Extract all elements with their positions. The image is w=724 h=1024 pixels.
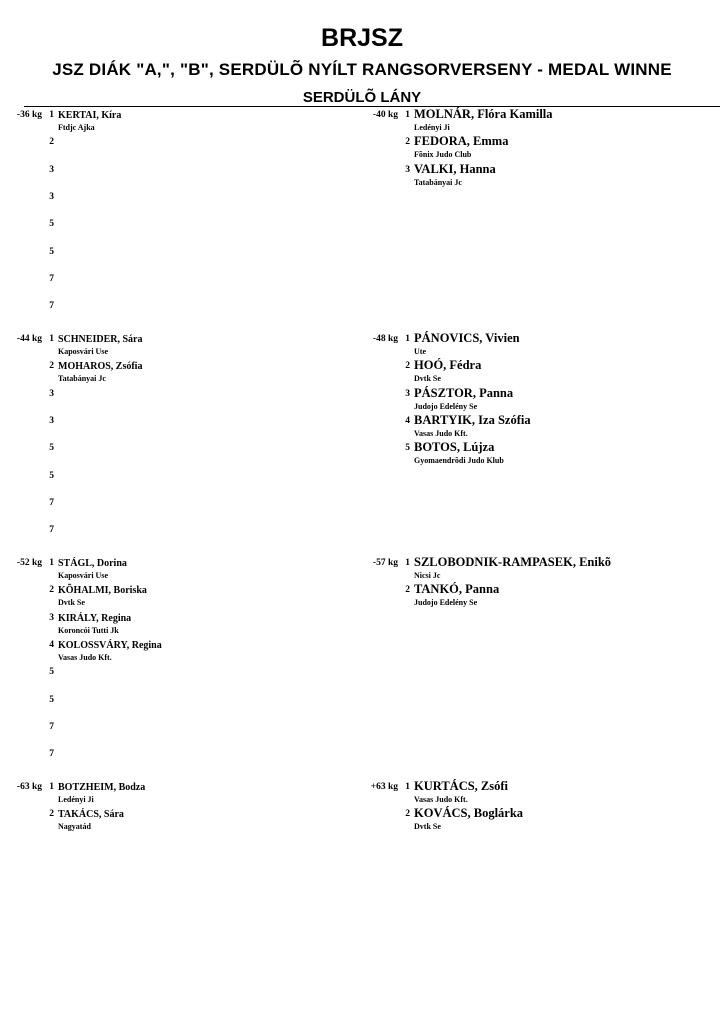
club-name: Ftdjc Ajka xyxy=(58,123,95,132)
placement-rank: 5 xyxy=(49,470,54,481)
result-entry xyxy=(42,331,332,358)
placement-rank: 2 xyxy=(49,137,54,148)
club-name: Tatabányai Jc xyxy=(58,374,106,384)
result-entry xyxy=(42,468,332,495)
athlete-name: MOHAROS, Zsófia xyxy=(58,361,143,373)
club-name: Vasas Judo Kft. xyxy=(414,428,468,438)
weight-category-label: -44 kg xyxy=(16,334,42,344)
athlete-name: KÕHALMI, Boriska xyxy=(58,585,147,597)
placement-rank: 1 xyxy=(49,110,54,120)
athlete-name: VALKI, Hanna xyxy=(414,161,496,176)
section-heading: SERDÜLÕ LÁNY xyxy=(302,89,422,106)
result-entry xyxy=(42,413,332,440)
athlete-name: KERTAI, Kíra xyxy=(58,110,122,121)
result-entry xyxy=(42,440,332,467)
result-entry xyxy=(42,746,332,773)
result-entry xyxy=(42,107,332,134)
placement-rank: 2 xyxy=(49,809,54,820)
document-title: BRJSZ xyxy=(321,24,403,52)
result-entry xyxy=(398,331,688,358)
result-entry xyxy=(398,162,688,189)
athlete-name: KOVÁCS, Boglárka xyxy=(414,806,524,821)
athlete-name: STÁGL, Dorina xyxy=(58,558,127,569)
result-entry xyxy=(42,298,332,325)
result-entry xyxy=(398,386,688,413)
result-entry xyxy=(42,664,332,691)
club-name: Nicsi Jc xyxy=(414,571,441,580)
result-entry xyxy=(42,358,332,385)
result-entry xyxy=(42,692,332,719)
placement-rank: 7 xyxy=(49,301,54,312)
result-entry xyxy=(398,134,688,161)
placement-rank: 2 xyxy=(405,809,410,820)
result-entry xyxy=(42,610,332,637)
club-name: Judojo Edelény Se xyxy=(414,401,478,411)
club-name: Dvtk Se xyxy=(414,374,441,384)
athlete-name: HOÓ, Fédra xyxy=(414,358,482,373)
placement-rank: 1 xyxy=(49,782,54,792)
club-name: Judojo Edelény Se xyxy=(414,598,478,608)
athlete-name: BOTOS, Lújza xyxy=(414,440,495,455)
result-entry xyxy=(42,779,332,806)
result-entry xyxy=(42,719,332,746)
result-entry xyxy=(42,522,332,549)
club-name: Dvtk Se xyxy=(58,598,85,608)
placement-rank: 1 xyxy=(405,558,410,568)
placement-rank: 7 xyxy=(49,273,54,284)
athlete-name: SZLOBODNIK-RAMPASEK, Enikõ xyxy=(414,555,612,569)
club-name: Dvtk Se xyxy=(414,822,441,832)
placement-rank: 7 xyxy=(49,721,54,732)
athlete-name: BARTYIK, Iza Szófia xyxy=(414,412,531,427)
placement-rank: 7 xyxy=(49,749,54,760)
weight-category-label: -48 kg xyxy=(372,334,398,344)
placement-rank: 3 xyxy=(405,388,410,399)
weight-category-label: -63 kg xyxy=(16,782,42,792)
result-entry xyxy=(398,779,688,806)
result-entry xyxy=(42,189,332,216)
placement-rank: 4 xyxy=(49,639,54,650)
weight-category-label: -57 kg xyxy=(372,558,398,568)
placement-rank: 5 xyxy=(49,443,54,454)
result-entry xyxy=(42,244,332,271)
placement-rank: 3 xyxy=(49,164,54,175)
result-entry xyxy=(398,107,688,134)
weight-category-label: +63 kg xyxy=(370,782,398,792)
club-name: Ledényi Ji xyxy=(58,795,94,804)
placement-rank: 1 xyxy=(49,558,54,568)
result-entry xyxy=(42,162,332,189)
placement-rank: 2 xyxy=(49,361,54,372)
placement-rank: 3 xyxy=(49,388,54,399)
result-entry xyxy=(42,495,332,522)
club-name: Vasas Judo Kft. xyxy=(414,795,468,804)
club-name: Ute xyxy=(414,347,426,356)
result-entry xyxy=(42,216,332,243)
athlete-name: KOLOSSVÁRY, Regina xyxy=(58,639,162,651)
placement-rank: 7 xyxy=(49,525,54,536)
placement-rank: 3 xyxy=(49,191,54,202)
club-name: Koroncói Tutti Jk xyxy=(58,625,119,635)
placement-rank: 5 xyxy=(49,219,54,230)
result-entry xyxy=(398,413,688,440)
placement-rank: 4 xyxy=(405,415,410,426)
result-entry xyxy=(42,134,332,161)
club-name: Fõnix Judo Club xyxy=(414,150,472,160)
placement-rank: 7 xyxy=(49,497,54,508)
result-entry xyxy=(398,358,688,385)
placement-rank: 5 xyxy=(49,694,54,705)
placement-rank: 5 xyxy=(405,443,410,454)
placement-rank: 5 xyxy=(49,246,54,257)
athlete-name: MOLNÁR, Flóra Kamilla xyxy=(414,107,553,121)
placement-rank: 3 xyxy=(405,164,410,175)
placement-rank: 2 xyxy=(405,361,410,372)
club-name: Kaposvári Use xyxy=(58,571,108,580)
club-name: Nagyatád xyxy=(58,822,91,832)
result-entry xyxy=(42,271,332,298)
weight-category-label: -36 kg xyxy=(16,110,42,120)
athlete-name: FEDORA, Emma xyxy=(414,134,509,149)
result-entry xyxy=(398,806,688,833)
weight-category-label: -40 kg xyxy=(372,110,398,120)
placement-rank: 1 xyxy=(405,782,410,792)
athlete-name: BOTZHEIM, Bodza xyxy=(58,782,146,793)
placement-rank: 3 xyxy=(49,612,54,623)
result-entry xyxy=(398,582,688,609)
result-entry xyxy=(398,440,688,467)
athlete-name: TANKÓ, Panna xyxy=(414,582,500,597)
weight-category-label: -52 kg xyxy=(16,558,42,568)
placement-rank: 3 xyxy=(49,415,54,426)
result-entry xyxy=(42,637,332,664)
placement-rank: 1 xyxy=(405,110,410,120)
result-entry xyxy=(42,806,332,833)
placement-rank: 5 xyxy=(49,667,54,678)
athlete-name: KURTÁCS, Zsófi xyxy=(414,779,509,793)
result-entry xyxy=(42,555,332,582)
club-name: Gyomaendrõdi Judo Klub xyxy=(414,456,504,466)
placement-rank: 2 xyxy=(49,585,54,596)
athlete-name: KIRÁLY, Regina xyxy=(58,612,132,624)
club-name: Kaposvári Use xyxy=(58,347,108,356)
club-name: Tatabányai Jc xyxy=(414,177,462,187)
placement-rank: 1 xyxy=(405,334,410,344)
athlete-name: TAKÁCS, Sára xyxy=(58,809,124,821)
result-entry xyxy=(42,582,332,609)
club-name: Vasas Judo Kft. xyxy=(58,652,112,662)
placement-rank: 2 xyxy=(405,585,410,596)
club-name: Ledényi Ji xyxy=(414,123,450,132)
competition-subtitle: JSZ DIÁK "A,", "B", SERDÜLÕ NYÍLT RANGSORVERSENY - MEDAL WINNE xyxy=(52,60,672,79)
result-entry xyxy=(42,386,332,413)
placement-rank: 2 xyxy=(405,137,410,148)
result-entry xyxy=(398,555,688,582)
athlete-name: PÁNOVICS, Vivien xyxy=(414,331,520,345)
athlete-name: PÁSZTOR, Panna xyxy=(414,385,514,400)
athlete-name: SCHNEIDER, Sára xyxy=(58,334,143,345)
placement-rank: 1 xyxy=(49,334,54,344)
